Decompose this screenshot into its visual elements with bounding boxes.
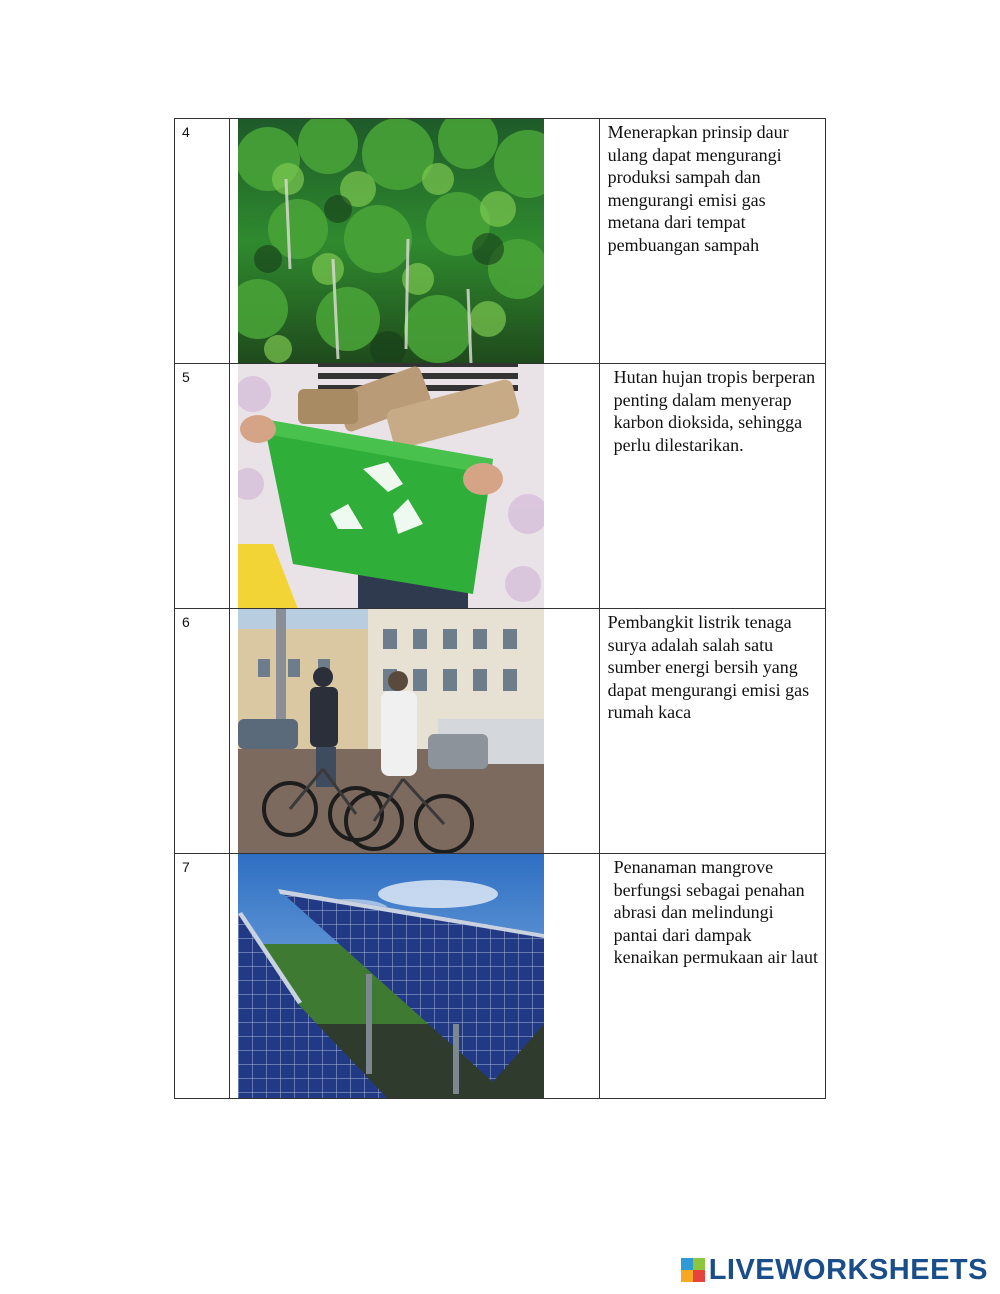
tropical-rainforest-photo xyxy=(238,119,544,364)
description-text: Menerapkan prinsip daur ulang dapat mengurangi produksi sampah dan mengurangi emisi gas metana dari tempat pembuangan sampah xyxy=(607,122,789,255)
recycling-bin-photo xyxy=(238,364,544,609)
table-row xyxy=(175,609,826,854)
worksheet-table xyxy=(174,118,826,1099)
description-cell xyxy=(599,854,825,1099)
brand-name: LIVEWORKSHEETS xyxy=(708,1253,988,1286)
description-cell xyxy=(599,119,825,364)
row-number: 5 xyxy=(182,369,190,385)
image-cell xyxy=(230,609,600,854)
liveworksheets-logo-icon xyxy=(681,1258,705,1282)
solar-panels-photo xyxy=(238,854,544,1099)
row-number: 4 xyxy=(182,124,190,140)
image-cell xyxy=(230,364,600,609)
row-number-cell xyxy=(175,364,230,609)
table-row xyxy=(175,854,826,1099)
description-cell xyxy=(599,609,825,854)
description-text: Pembangkit listrik tenaga surya adalah salah satu sumber energi bersih yang dapat mengurangi emisi gas rumah kaca xyxy=(607,612,810,722)
liveworksheets-brand[interactable] xyxy=(681,1254,988,1286)
cyclists-city-photo xyxy=(238,609,544,854)
image-cell xyxy=(230,119,600,364)
image-cell xyxy=(230,854,600,1099)
table-row xyxy=(175,119,826,364)
row-number: 7 xyxy=(182,859,190,875)
row-number: 6 xyxy=(182,614,190,630)
row-number-cell xyxy=(175,609,230,854)
description-text: Hutan hujan tropis berperan penting dalam menyerap karbon dioksida, sehingga perlu dilestarikan. xyxy=(613,367,816,455)
table-row xyxy=(175,364,826,609)
description-cell xyxy=(599,364,825,609)
row-number-cell xyxy=(175,854,230,1099)
description-text: Penanaman mangrove berfungsi sebagai penahan abrasi dan melindungi pantai dari dampak kenaikan permukaan air laut xyxy=(613,857,819,967)
row-number-cell xyxy=(175,119,230,364)
